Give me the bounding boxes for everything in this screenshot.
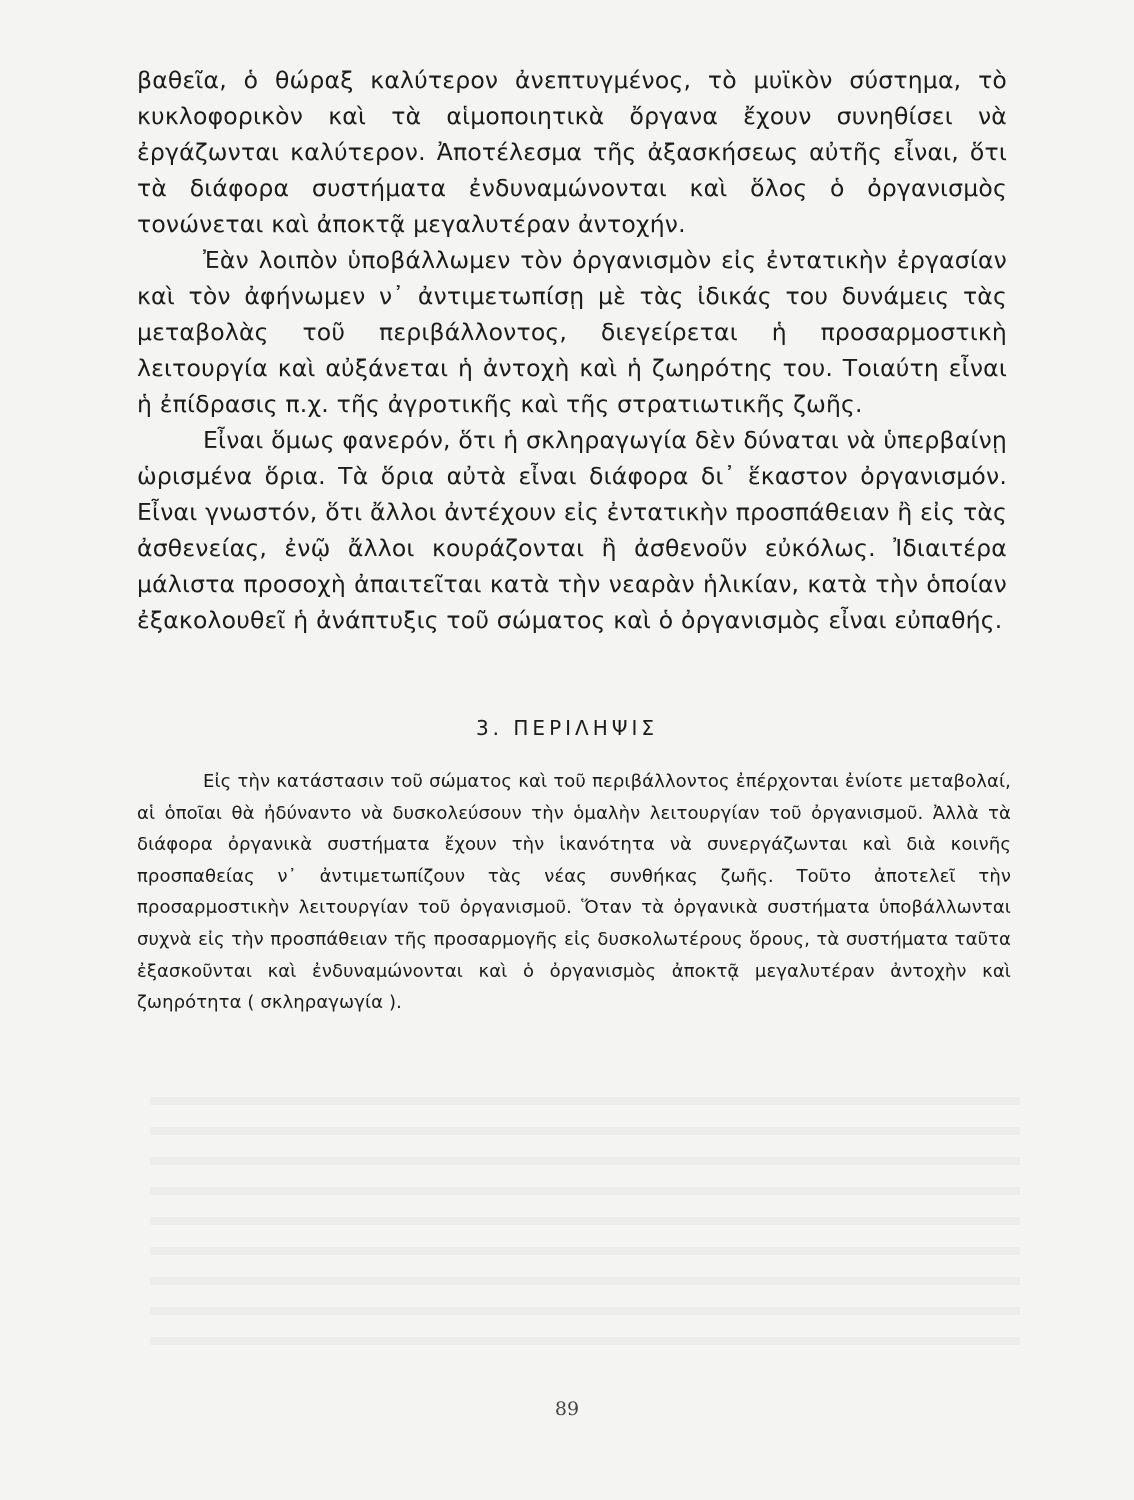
summary-block bbox=[137, 766, 1011, 1019]
section-heading: 3. ΠΕΡΙΛΗΨΙΣ bbox=[475, 716, 659, 740]
summary-paragraph: Εἰς τὴν κατάστασιν τοῦ σώματος καὶ τοῦ περιβάλλοντος ἐπέρχονται ἐνίοτε μεταβολαί, αἱ ὁποῖαι θὰ ἠδύναντο νὰ δυσκολεύσουν τὴν ὁμαλὴν λειτουργίαν τοῦ ὀργανισμοῦ. Ἀλλὰ τὰ διάφορα ὀργανικὰ συστήματα ἔχουν τὴν ἱκανότητα νὰ συνεργάζωνται καὶ διὰ κοινῆς προσπαθείας ν᾿ ἀντιμετωπίζουν τὰς νέας συνθήκας ζωῆς. Τοῦτο ἀποτελεῖ τὴν προσαρμοστικὴν λειτουργίαν τοῦ ὀργανισμοῦ. Ὅταν τὰ ὀργανικὰ συστήματα ὑποβάλλωνται συχνὰ εἰς τὴν προσπάθειαν τῆς προσαρμογῆς εἰς δυσκολωτέρους ὅρους, τὰ συστήματα ταῦτα ἐξασκοῦνται καὶ ἐνδυναμώνονται καὶ ὁ ὀργανισμὸς ἀποκτᾷ μεγαλυτέραν ἀντοχὴν καὶ ζωηρότητα ( σκληραγωγία ). bbox=[137, 771, 1011, 1014]
paragraph-3: Εἶναι ὅμως φανερόν, ὅτι ἡ σκληραγωγία δὲν δύναται νὰ ὑπερβαίνῃ ὡρισμένα ὅρια. Τὰ ὅρια αὐτὰ εἶναι διάφορα δι᾿ ἕκαστον ὀργανισμόν. Εἶναι γνωστόν, ὅτι ἄλλοι ἀντέχουν εἰς ἐντατικὴν προσπάθειαν ἢ εἰς τὰς ἀσθενείας, ἐνῷ ἄλλοι κουράζονται ἢ ἀσθενοῦν εὐκόλως. Ἰδιαιτέρα μάλιστα προσοχὴ ἀπαιτεῖται κατὰ τὴν νεαρὰν ἡλικίαν, κατὰ τὴν ὁποίαν ἐξακολουθεῖ ἡ ἀνάπτυξις τοῦ σώματος καὶ ὁ ὀργανισμὸς εἶναι εὐπαθής. bbox=[137, 426, 1007, 634]
show-through-texture bbox=[150, 1075, 1020, 1345]
main-text-block bbox=[137, 62, 1007, 638]
page-number: 89 bbox=[554, 1398, 580, 1420]
paragraph-2: Ἐὰν λοιπὸν ὑποβάλλωμεν τὸν ὀργανισμὸν εἰς ἐντατικὴν ἐργασίαν καὶ τὸν ἀφήνωμεν ν᾿ ἀντιμετωπίσῃ μὲ τὰς ἰδικάς του δυνάμεις τὰς μεταβολὰς τοῦ περιβάλλοντος, διεγείρεται ἡ προσαρμοστικὴ λειτουργία καὶ αὐξάνεται ἡ ἀντοχὴ καὶ ἡ ζωηρότης του. Τοιαύτη εἶναι ἡ ἐπίδρασις π.χ. τῆς ἀγροτικῆς καὶ τῆς στρατιωτικῆς ζωῆς. bbox=[137, 246, 1007, 418]
paragraph-1: βαθεῖα, ὁ θώραξ καλύτερον ἀνεπτυγμένος, τὸ μυϊκὸν σύστημα, τὸ κυκλοφορικὸν καὶ τὰ αἱμοποιητικὰ ὄργανα ἔχουν συνηθίσει νὰ ἐργάζωνται καλύτερον. Ἀποτέλεσμα τῆς ἀξασκήσεως αὐτῆς εἶναι, ὅτι τὰ διάφορα συστήματα ἐνδυναμώνονται καὶ ὅλος ὁ ὀργανισμὸς τονώνεται καὶ ἀποκτᾷ μεγαλυτέραν ἀντοχήν. bbox=[137, 66, 1007, 238]
